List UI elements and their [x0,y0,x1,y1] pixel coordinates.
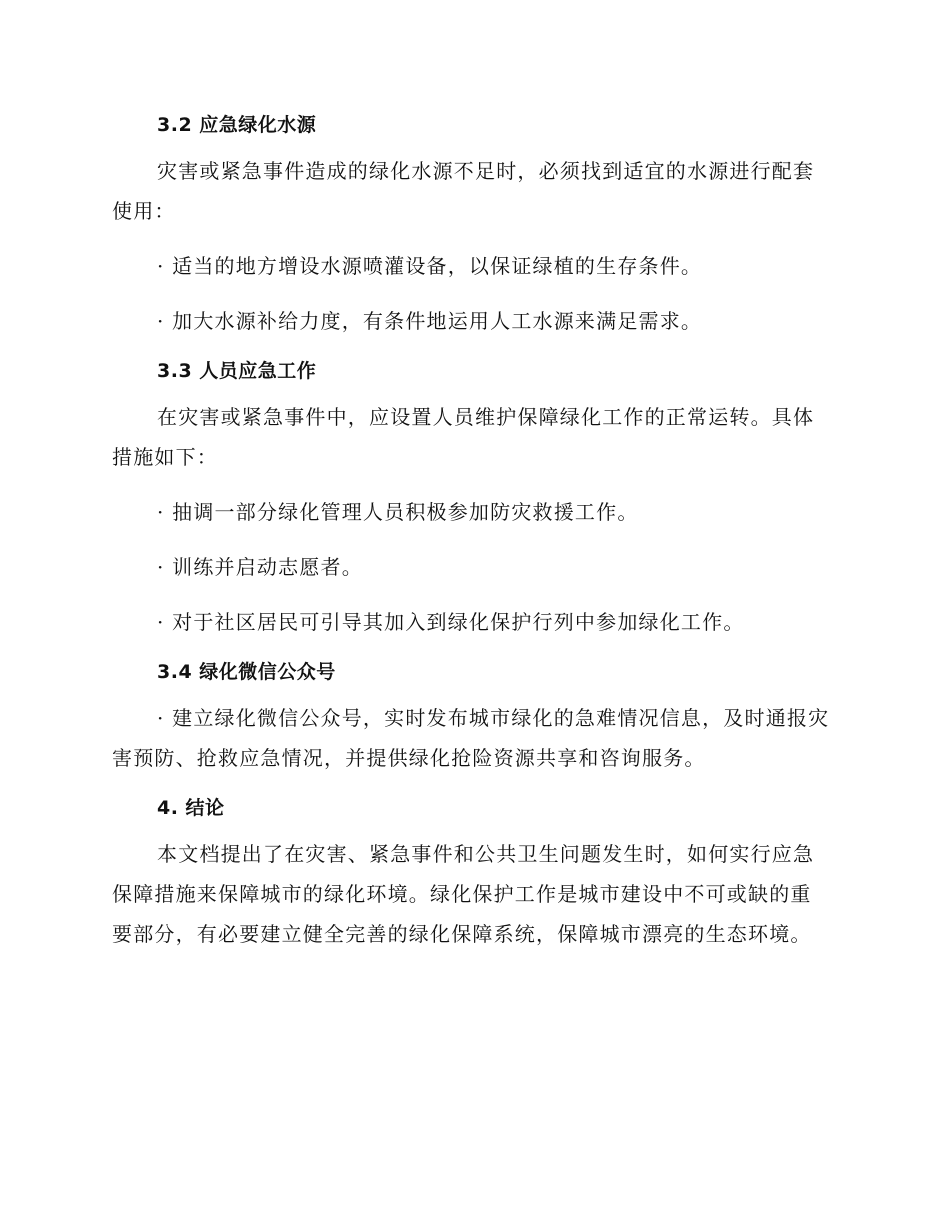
section-3-3-paragraph: 在灾害或紧急事件中，应设置人员维护保障绿化工作的正常运转。具体措施如下： [112,405,815,469]
section-3-3-bullet-3: · 对于社区居民可引导其加入到绿化保护行列中参加绿化工作。 [157,610,745,634]
conclusion-paragraph: 本文档提出了在灾害、紧急事件和公共卫生问题发生时，如何实行应急保障措施来保障城市的绿化环境。绿化保护工作是城市建设中不可或缺的重要部分，有必要建立健全完善的绿化保障系统，保障城市漂亮的生态环境。 [112,842,815,946]
document-body [112,110,830,969]
section-heading-3-3: 3.3 人员应急工作 [157,360,317,382]
section-heading-3-2: 3.2 应急绿化水源 [157,114,317,136]
section-heading-4: 4. 结论 [157,797,225,819]
section-3-2-bullet-1: · 适当的地方增设水源喷灌设备，以保证绿植的生存条件。 [157,254,703,278]
section-3-2-bullet-2: · 加大水源补给力度，有条件地运用人工水源来满足需求。 [157,309,703,333]
section-3-3-bullet-1: · 抽调一部分绿化管理人员积极参加防灾救援工作。 [157,500,639,524]
section-3-2-paragraph: 灾害或紧急事件造成的绿化水源不足时，必须找到适宜的水源进行配套使用： [112,159,815,223]
section-heading-3-4: 3.4 绿化微信公众号 [157,661,336,683]
section-3-3-bullet-2: · 训练并启动志愿者。 [157,555,363,579]
section-3-4-bullet-1: · 建立绿化微信公众号，实时发布城市绿化的急难情况信息，及时通报灾害预防、抢救应急情况，并提供绿化抢险资源共享和咨询服务。 [112,706,830,770]
